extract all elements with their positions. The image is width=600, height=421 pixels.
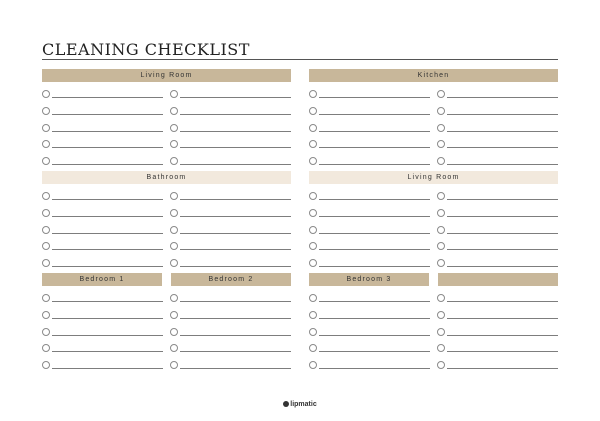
checklist-item[interactable] xyxy=(42,136,163,153)
write-in-line xyxy=(180,266,291,267)
section-header-blank xyxy=(438,273,558,286)
checkbox-circle-icon[interactable] xyxy=(309,107,317,115)
checklist-item[interactable] xyxy=(437,205,558,222)
section-header: Kitchen xyxy=(309,69,558,82)
section-bedroom-3-blank xyxy=(309,273,558,373)
checklist-grid xyxy=(309,86,558,169)
checkbox-circle-icon[interactable] xyxy=(437,311,445,319)
checkbox-circle-icon[interactable] xyxy=(309,226,317,234)
checklist-item[interactable] xyxy=(437,136,558,153)
write-in-line xyxy=(52,233,163,234)
write-in-line xyxy=(319,199,430,200)
checklist-item[interactable] xyxy=(170,307,291,324)
checklist-item[interactable] xyxy=(437,86,558,103)
checkbox-circle-icon[interactable] xyxy=(42,311,50,319)
write-in-line xyxy=(180,318,291,319)
checkbox-circle-icon[interactable] xyxy=(170,226,178,234)
checklist-item[interactable] xyxy=(309,205,430,222)
write-in-line xyxy=(319,164,430,165)
checklist-item[interactable] xyxy=(437,153,558,170)
checklist-item[interactable] xyxy=(42,357,163,374)
write-in-line xyxy=(52,249,163,250)
write-in-line xyxy=(180,233,291,234)
write-in-line xyxy=(180,216,291,217)
section-bedrooms-1-2 xyxy=(42,273,291,373)
checkbox-circle-icon[interactable] xyxy=(309,361,317,369)
write-in-line xyxy=(52,351,163,352)
write-in-line xyxy=(180,131,291,132)
checklist-item[interactable] xyxy=(437,290,558,307)
checkbox-circle-icon[interactable] xyxy=(42,90,50,98)
brand-name: lipmatic xyxy=(290,401,317,408)
checklist-item[interactable] xyxy=(309,188,430,205)
write-in-line xyxy=(447,249,558,250)
checkbox-circle-icon[interactable] xyxy=(170,107,178,115)
write-in-line xyxy=(319,97,430,98)
section-header-bedroom-3: Bedroom 3 xyxy=(309,273,429,286)
section-header: Living Room xyxy=(42,69,291,82)
checkbox-circle-icon[interactable] xyxy=(309,344,317,352)
write-in-line xyxy=(447,131,558,132)
checklist-item[interactable] xyxy=(42,188,163,205)
write-in-line xyxy=(319,233,430,234)
checklist-item[interactable] xyxy=(42,238,163,255)
section-header-bedroom-1: Bedroom 1 xyxy=(42,273,162,286)
checklist-item[interactable] xyxy=(42,221,163,238)
write-in-line xyxy=(319,301,430,302)
checklist-item[interactable] xyxy=(170,340,291,357)
checklist-item[interactable] xyxy=(437,323,558,340)
write-in-line xyxy=(447,318,558,319)
checkbox-circle-icon[interactable] xyxy=(42,209,50,217)
write-in-line xyxy=(447,266,558,267)
section-kitchen xyxy=(309,69,558,169)
checkbox-circle-icon[interactable] xyxy=(42,157,50,165)
write-in-line xyxy=(319,216,430,217)
write-in-line xyxy=(447,97,558,98)
checklist-grid xyxy=(309,290,558,373)
section-bathroom xyxy=(42,171,291,271)
checkbox-circle-icon[interactable] xyxy=(170,259,178,267)
checklist-item[interactable] xyxy=(309,357,430,374)
write-in-line xyxy=(52,131,163,132)
checkbox-circle-icon[interactable] xyxy=(42,124,50,132)
write-in-line xyxy=(319,114,430,115)
write-in-line xyxy=(319,368,430,369)
section-header-bedroom-2: Bedroom 2 xyxy=(171,273,291,286)
checklist-item[interactable] xyxy=(437,307,558,324)
write-in-line xyxy=(319,266,430,267)
checklist-item[interactable] xyxy=(170,188,291,205)
write-in-line xyxy=(447,351,558,352)
write-in-line xyxy=(52,266,163,267)
checklist-item[interactable] xyxy=(42,290,163,307)
write-in-line xyxy=(447,301,558,302)
checklist-item[interactable] xyxy=(42,205,163,222)
checklist-grid xyxy=(42,86,291,169)
checkbox-circle-icon[interactable] xyxy=(437,140,445,148)
checkbox-circle-icon[interactable] xyxy=(437,192,445,200)
checklist-item[interactable] xyxy=(170,205,291,222)
checklist-item[interactable] xyxy=(309,136,430,153)
write-in-line xyxy=(52,147,163,148)
checkbox-circle-icon[interactable] xyxy=(437,124,445,132)
checkbox-circle-icon[interactable] xyxy=(42,361,50,369)
checkbox-circle-icon[interactable] xyxy=(170,361,178,369)
checklist-item[interactable] xyxy=(170,290,291,307)
page-title: CLEANING CHECKLIST xyxy=(42,40,250,59)
write-in-line xyxy=(319,249,430,250)
checkbox-circle-icon[interactable] xyxy=(42,226,50,234)
checkbox-circle-icon[interactable] xyxy=(309,192,317,200)
checklist-item[interactable] xyxy=(437,357,558,374)
write-in-line xyxy=(52,318,163,319)
checklist-item[interactable] xyxy=(437,119,558,136)
checkbox-circle-icon[interactable] xyxy=(309,311,317,319)
checklist-item[interactable] xyxy=(309,238,430,255)
checkbox-circle-icon[interactable] xyxy=(170,140,178,148)
checkbox-circle-icon[interactable] xyxy=(309,157,317,165)
write-in-line xyxy=(52,368,163,369)
title-divider xyxy=(42,59,558,60)
checkbox-circle-icon[interactable] xyxy=(42,294,50,302)
checkbox-circle-icon[interactable] xyxy=(42,259,50,267)
write-in-line xyxy=(180,351,291,352)
checklist-item[interactable] xyxy=(309,103,430,120)
checklist-item[interactable] xyxy=(437,103,558,120)
brand-footer xyxy=(0,401,600,408)
checkbox-circle-icon[interactable] xyxy=(437,157,445,165)
write-in-line xyxy=(52,216,163,217)
checkbox-circle-icon[interactable] xyxy=(170,124,178,132)
checkbox-circle-icon[interactable] xyxy=(437,90,445,98)
write-in-line xyxy=(319,318,430,319)
section-header: Living Room xyxy=(309,171,558,184)
write-in-line xyxy=(180,147,291,148)
write-in-line xyxy=(447,199,558,200)
checklist-item[interactable] xyxy=(170,357,291,374)
checklist-item[interactable] xyxy=(170,221,291,238)
write-in-line xyxy=(180,301,291,302)
checklist-grid xyxy=(42,188,291,271)
write-in-line xyxy=(447,216,558,217)
checklist-item[interactable] xyxy=(437,221,558,238)
write-in-line xyxy=(52,164,163,165)
checkbox-circle-icon[interactable] xyxy=(170,344,178,352)
checkbox-circle-icon[interactable] xyxy=(170,209,178,217)
checklist-item[interactable] xyxy=(42,323,163,340)
checkbox-circle-icon[interactable] xyxy=(42,344,50,352)
write-in-line xyxy=(180,114,291,115)
checkbox-circle-icon[interactable] xyxy=(170,311,178,319)
checkbox-circle-icon[interactable] xyxy=(437,294,445,302)
checklist-item[interactable] xyxy=(437,255,558,272)
write-in-line xyxy=(52,114,163,115)
checkbox-circle-icon[interactable] xyxy=(437,344,445,352)
write-in-line xyxy=(447,114,558,115)
write-in-line xyxy=(180,199,291,200)
write-in-line xyxy=(180,335,291,336)
checkbox-circle-icon[interactable] xyxy=(309,124,317,132)
checkbox-circle-icon[interactable] xyxy=(42,242,50,250)
checklist-item[interactable] xyxy=(42,340,163,357)
write-in-line xyxy=(52,335,163,336)
section-living-room-1 xyxy=(42,69,291,169)
write-in-line xyxy=(447,335,558,336)
checklist-item[interactable] xyxy=(42,255,163,272)
checkbox-circle-icon[interactable] xyxy=(437,242,445,250)
write-in-line xyxy=(319,131,430,132)
write-in-line xyxy=(180,164,291,165)
checklist-item[interactable] xyxy=(170,323,291,340)
checklist-item[interactable] xyxy=(42,103,163,120)
checklist-item[interactable] xyxy=(309,340,430,357)
checkbox-circle-icon[interactable] xyxy=(309,259,317,267)
checkbox-circle-icon[interactable] xyxy=(437,226,445,234)
checkbox-circle-icon[interactable] xyxy=(42,328,50,336)
checklist-item[interactable] xyxy=(170,119,291,136)
write-in-line xyxy=(319,335,430,336)
checklist-item[interactable] xyxy=(309,323,430,340)
checklist-item[interactable] xyxy=(170,238,291,255)
write-in-line xyxy=(52,199,163,200)
write-in-line xyxy=(447,368,558,369)
checklist-item[interactable] xyxy=(42,119,163,136)
brand-logo-icon xyxy=(283,401,289,407)
checklist-item[interactable] xyxy=(309,119,430,136)
checkbox-circle-icon[interactable] xyxy=(437,107,445,115)
checkbox-circle-icon[interactable] xyxy=(437,209,445,217)
checkbox-circle-icon[interactable] xyxy=(309,328,317,336)
write-in-line xyxy=(52,301,163,302)
checklist-item[interactable] xyxy=(170,136,291,153)
checkbox-circle-icon[interactable] xyxy=(170,242,178,250)
write-in-line xyxy=(52,97,163,98)
checkbox-circle-icon[interactable] xyxy=(42,107,50,115)
checkbox-circle-icon[interactable] xyxy=(42,192,50,200)
checkbox-circle-icon[interactable] xyxy=(309,209,317,217)
checkbox-circle-icon[interactable] xyxy=(170,192,178,200)
checklist-item[interactable] xyxy=(170,153,291,170)
checkbox-circle-icon[interactable] xyxy=(309,242,317,250)
checklist-item[interactable] xyxy=(170,103,291,120)
checkbox-circle-icon[interactable] xyxy=(309,140,317,148)
checkbox-circle-icon[interactable] xyxy=(437,361,445,369)
checklist-item[interactable] xyxy=(309,307,430,324)
checkbox-circle-icon[interactable] xyxy=(437,259,445,267)
checkbox-circle-icon[interactable] xyxy=(42,140,50,148)
checklist-grid xyxy=(42,290,291,373)
write-in-line xyxy=(319,351,430,352)
checkbox-circle-icon[interactable] xyxy=(170,157,178,165)
checklist-item[interactable] xyxy=(309,153,430,170)
write-in-line xyxy=(180,368,291,369)
checklist-item[interactable] xyxy=(42,307,163,324)
checklist-item[interactable] xyxy=(437,238,558,255)
write-in-line xyxy=(319,147,430,148)
checkbox-circle-icon[interactable] xyxy=(309,90,317,98)
write-in-line xyxy=(447,233,558,234)
checkbox-circle-icon[interactable] xyxy=(309,294,317,302)
write-in-line xyxy=(447,147,558,148)
checklist-item[interactable] xyxy=(170,255,291,272)
checkbox-circle-icon[interactable] xyxy=(170,328,178,336)
checklist-item[interactable] xyxy=(170,86,291,103)
section-living-room-2 xyxy=(309,171,558,271)
checklist-grid xyxy=(309,188,558,271)
checklist-item[interactable] xyxy=(42,86,163,103)
checklist-item[interactable] xyxy=(309,86,430,103)
checklist-item[interactable] xyxy=(309,221,430,238)
checkbox-circle-icon[interactable] xyxy=(170,90,178,98)
checkbox-circle-icon[interactable] xyxy=(170,294,178,302)
section-header: Bathroom xyxy=(42,171,291,184)
checklist-item[interactable] xyxy=(437,340,558,357)
write-in-line xyxy=(180,249,291,250)
checkbox-circle-icon[interactable] xyxy=(437,328,445,336)
checklist-item[interactable] xyxy=(309,290,430,307)
checklist-item[interactable] xyxy=(42,153,163,170)
write-in-line xyxy=(447,164,558,165)
checklist-item[interactable] xyxy=(437,188,558,205)
write-in-line xyxy=(180,97,291,98)
checklist-item[interactable] xyxy=(309,255,430,272)
